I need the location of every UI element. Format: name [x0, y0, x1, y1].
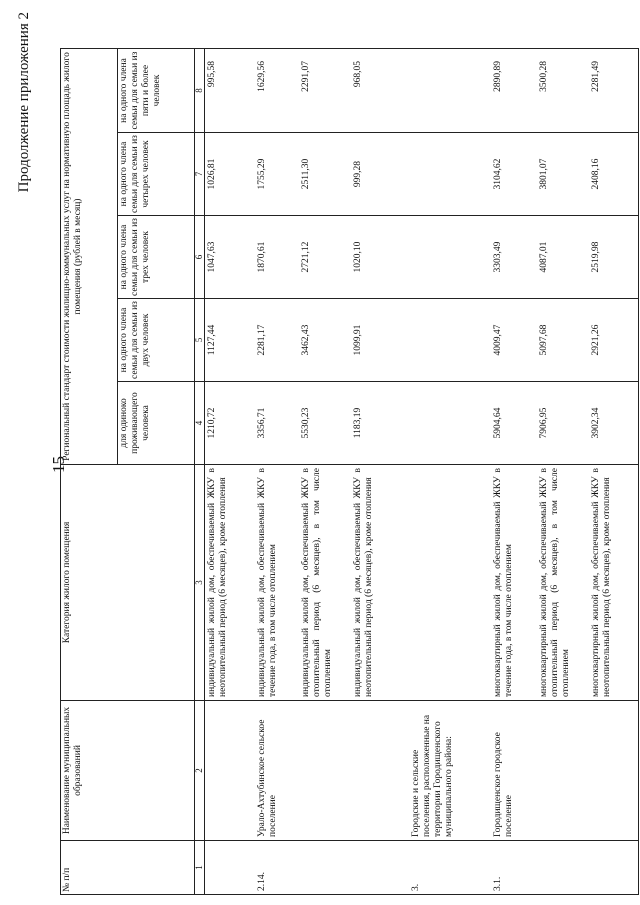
- value-two: 2281,17: [251, 299, 299, 382]
- row-category: индивидуальный жилой дом, обеспечиваемый ЖКУ в неотопительный период (6 месяцев), кроме отопления: [205, 465, 251, 701]
- row-category: индивидуальный жилой дом, обеспечиваемый ЖКУ в неотопительный период (6 месяцев), кроме отопления: [351, 465, 405, 701]
- value-five: 968,05: [351, 49, 405, 133]
- header-col-five: на одного члена семьи для семьи из пяти и более человек: [118, 49, 195, 133]
- row-category: многоквартирный жилой дом, обеспечиваемый ЖКУ в неотопительный период (6 месяцев), кроме отопления: [589, 465, 639, 701]
- row-category: индивидуальный жилой дом, обеспечиваемый ЖКУ в течение года, в том числе отоплением: [251, 465, 299, 701]
- row-num: 2.14.: [251, 841, 299, 895]
- value-five: 3500,28: [537, 49, 589, 133]
- index-cell: 7: [195, 133, 205, 216]
- value-three: 1870,61: [251, 216, 299, 299]
- header-category: Категория жилого помещения: [61, 465, 195, 701]
- value-four: [405, 133, 487, 216]
- table-row: [251, 49, 299, 895]
- row-municipality: [537, 701, 589, 841]
- value-single: 3356,71: [251, 382, 299, 465]
- row-municipality: [299, 701, 351, 841]
- value-two: [405, 299, 487, 382]
- table-row: [205, 49, 251, 895]
- table-row: [299, 49, 351, 895]
- row-num: 3.: [405, 841, 487, 895]
- value-five: 1629,56: [251, 49, 299, 133]
- row-num: [589, 841, 639, 895]
- value-three: [405, 216, 487, 299]
- index-cell: 3: [195, 465, 205, 701]
- page-number: 15: [49, 456, 68, 473]
- value-single: 5530,23: [299, 382, 351, 465]
- value-three: 1047,63: [205, 216, 251, 299]
- row-category: [405, 465, 487, 701]
- value-two: 1099,91: [351, 299, 405, 382]
- value-five: [405, 49, 487, 133]
- header-standard: Региональный стандарт стоимости жилищно-коммунальных услуг на нормативную площадь жилого помещения (рублей в месяц): [61, 49, 118, 465]
- index-cell: 8: [195, 49, 205, 133]
- header-municipality: Наименование муниципальных образований: [61, 701, 195, 841]
- index-cell: 4: [195, 382, 205, 465]
- index-cell: 1: [195, 841, 205, 895]
- row-num: 3.1.: [487, 841, 537, 895]
- value-four: 2408,16: [589, 133, 639, 216]
- header-col-three: на одного члена семьи для семьи из трех человек: [118, 216, 195, 299]
- table-row: [537, 49, 589, 895]
- value-three: 2721,12: [299, 216, 351, 299]
- header-num: № п/п: [61, 841, 195, 895]
- value-three: 2519,98: [589, 216, 639, 299]
- value-five: 2890,89: [487, 49, 537, 133]
- index-cell: 2: [195, 701, 205, 841]
- header-col-two: на одного члена семьи для семьи из двух человек: [118, 299, 195, 382]
- value-four: 1026,81: [205, 133, 251, 216]
- value-four: 2511,30: [299, 133, 351, 216]
- value-single: 1183,19: [351, 382, 405, 465]
- row-num: [537, 841, 589, 895]
- row-municipality: Городищенское городское поселение: [487, 701, 537, 841]
- row-num: [205, 841, 251, 895]
- value-five: 2281,49: [589, 49, 639, 133]
- value-two: 3462,43: [299, 299, 351, 382]
- row-num: [351, 841, 405, 895]
- row-category: многоквартирный жилой дом, обеспечиваемый ЖКУ в отопительный период (6 месяцев), в том числе отоплением: [537, 465, 589, 701]
- value-four: 3104,62: [487, 133, 537, 216]
- header-col-four: на одного члена семьи для семьи из четырех человек: [118, 133, 195, 216]
- table-row: [351, 49, 405, 895]
- header-col-single: для одиноко проживающего человека: [118, 382, 195, 465]
- value-three: 4087,01: [537, 216, 589, 299]
- table-row: [487, 49, 537, 895]
- value-three: 3303,49: [487, 216, 537, 299]
- table-row: [589, 49, 639, 895]
- column-index-row: [195, 49, 205, 895]
- section-row: [405, 49, 487, 895]
- value-four: 1755,29: [251, 133, 299, 216]
- value-two: 1127,44: [205, 299, 251, 382]
- row-category: многоквартирный жилой дом, обеспечиваемый ЖКУ в течение года, в том числе отоплением: [487, 465, 537, 701]
- value-five: 2291,07: [299, 49, 351, 133]
- appendix-label: Продолжение приложения 2: [16, 12, 32, 193]
- row-num: [299, 841, 351, 895]
- value-single: 5904,64: [487, 382, 537, 465]
- index-cell: 5: [195, 299, 205, 382]
- row-category: индивидуальный жилой дом, обеспечиваемый ЖКУ в отопительный период (6 месяцев), в том числе отоплением: [299, 465, 351, 701]
- value-single: 7906,95: [537, 382, 589, 465]
- value-four: 3801,07: [537, 133, 589, 216]
- value-single: [405, 382, 487, 465]
- value-single: 1210,72: [205, 382, 251, 465]
- row-municipality: [351, 701, 405, 841]
- index-cell: 6: [195, 216, 205, 299]
- housing-standard-table: [60, 48, 639, 895]
- row-municipality: [205, 701, 251, 841]
- value-five: 995,58: [205, 49, 251, 133]
- row-municipality: [589, 701, 639, 841]
- value-three: 1020,10: [351, 216, 405, 299]
- value-two: 5097,68: [537, 299, 589, 382]
- section-title: Городские и сельские поселения, расположенные на территории Городищенского муниципального района:: [405, 701, 487, 841]
- value-two: 4009,47: [487, 299, 537, 382]
- value-four: 999,28: [351, 133, 405, 216]
- value-two: 2921,26: [589, 299, 639, 382]
- row-municipality: Урало-Ахтубинское сельское поселение: [251, 701, 299, 841]
- value-single: 3902,34: [589, 382, 639, 465]
